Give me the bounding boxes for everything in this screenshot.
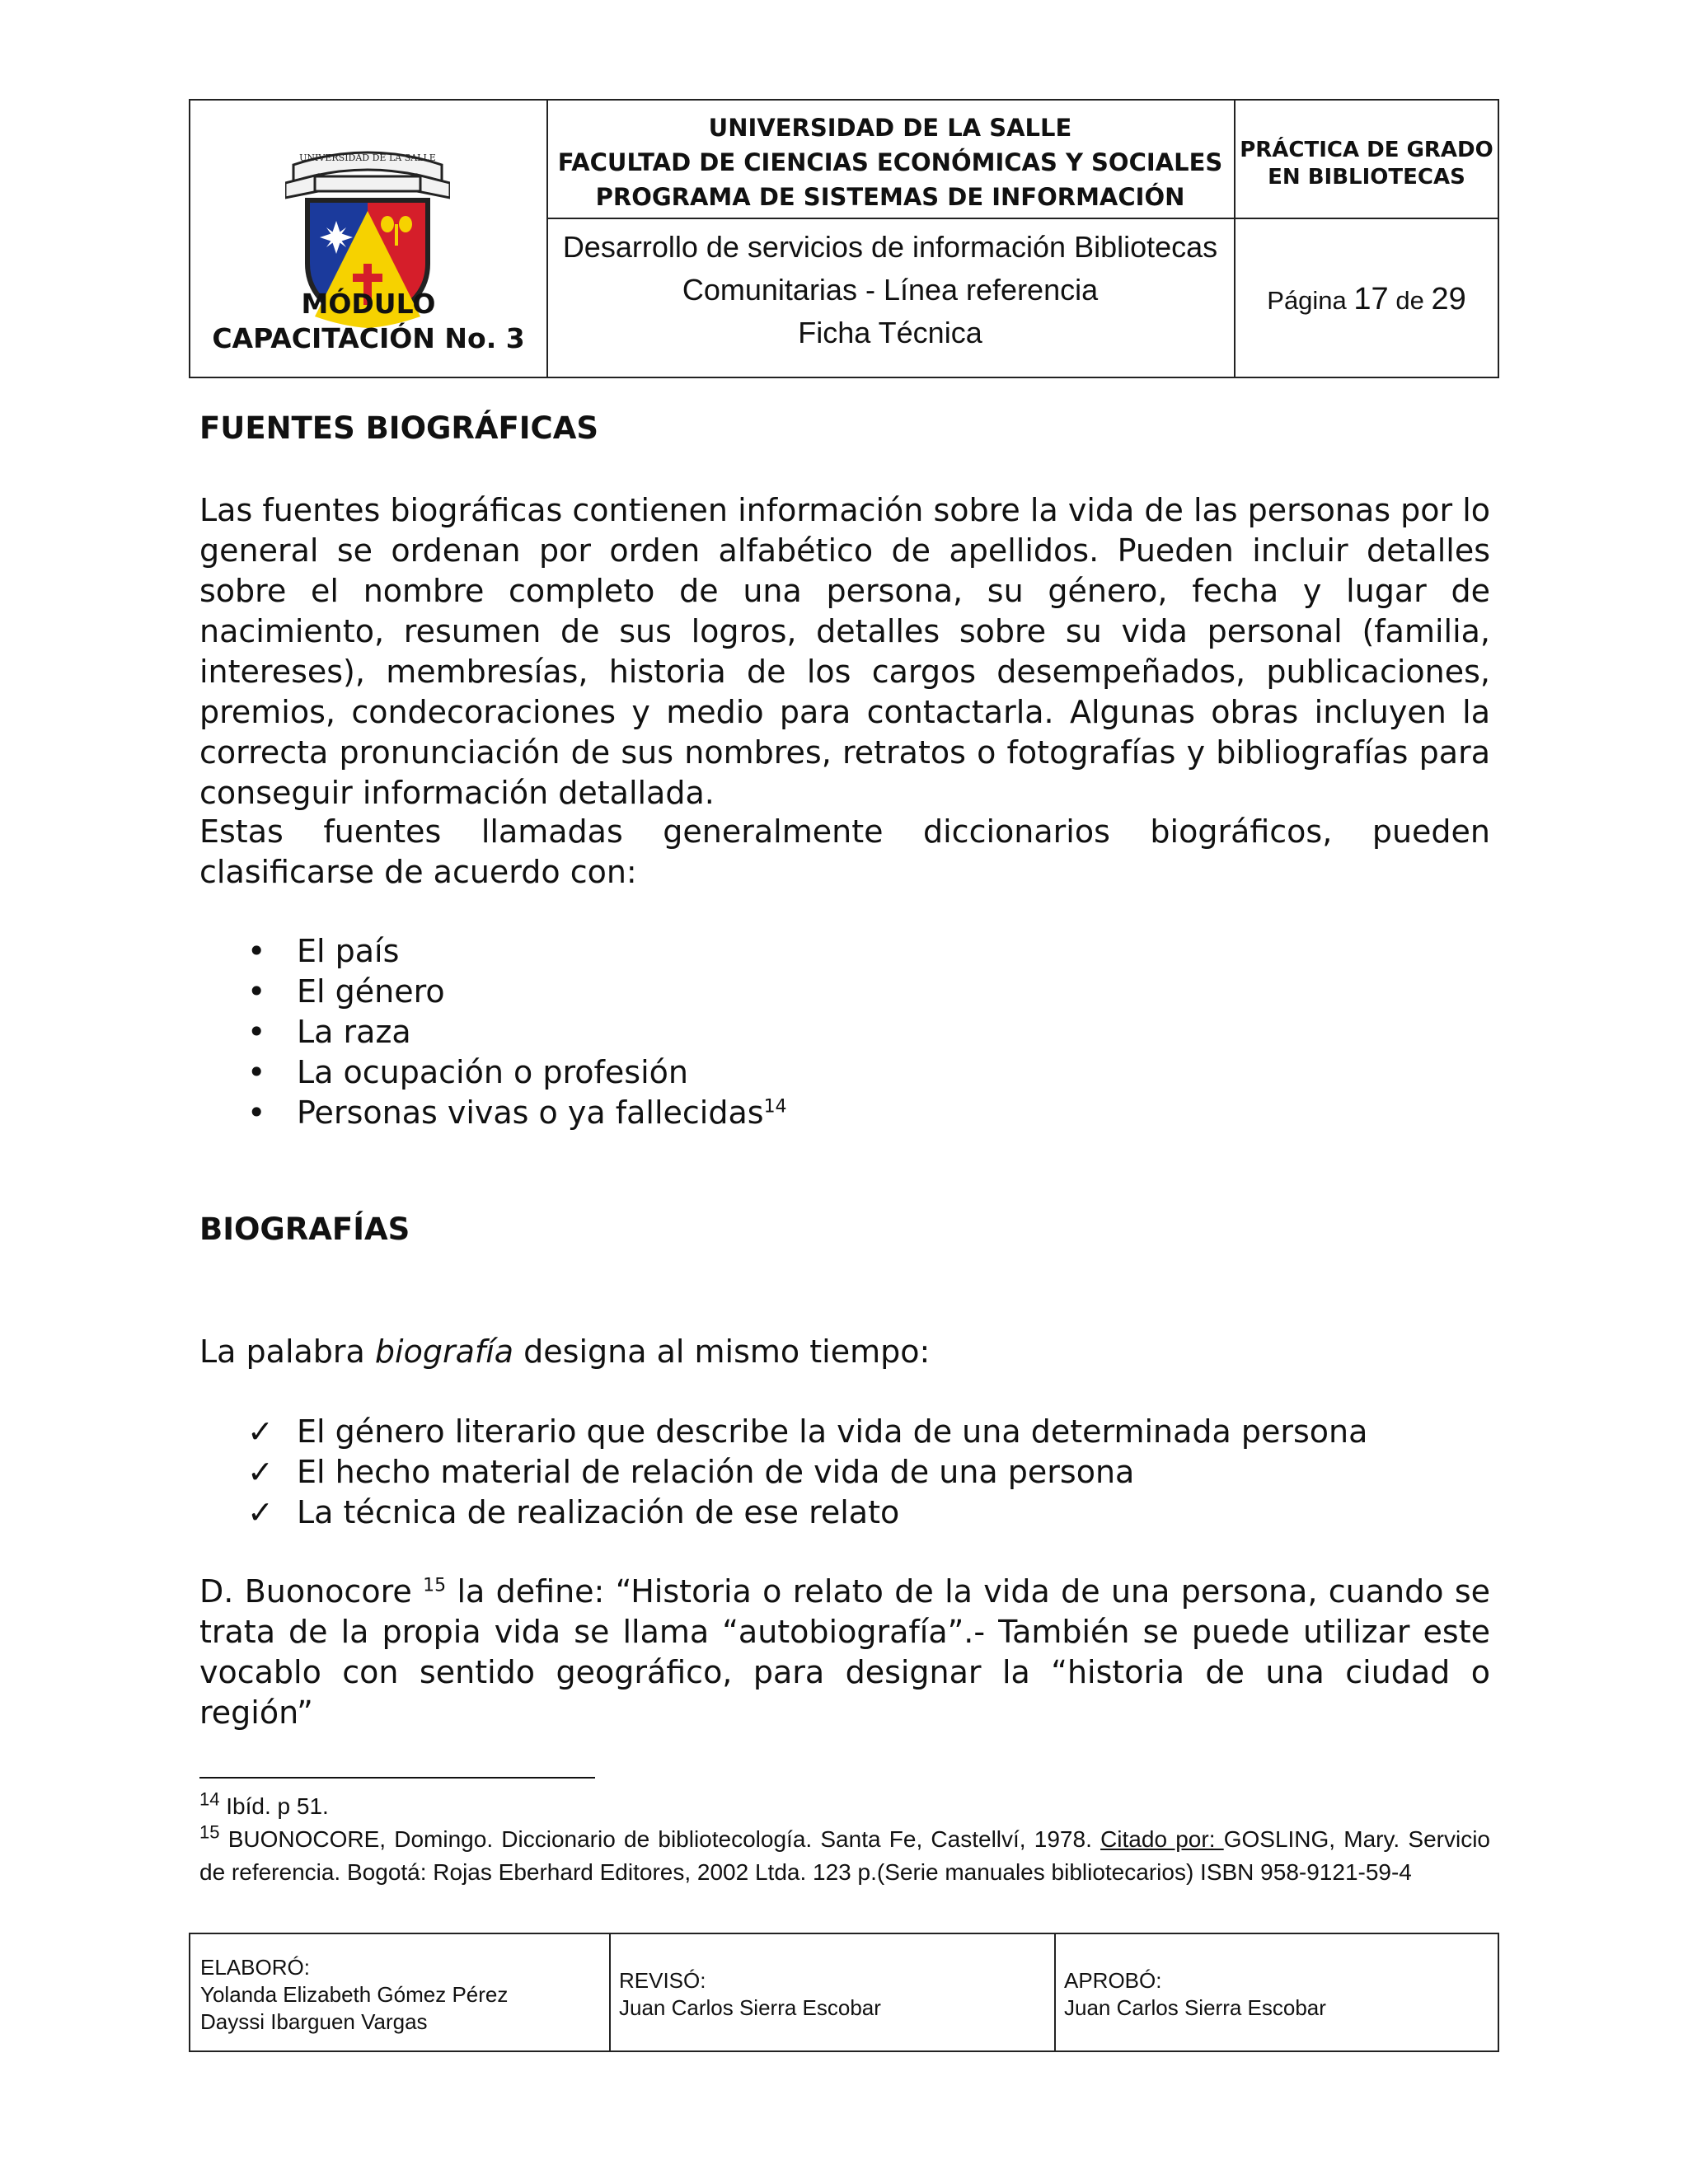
- reviso-label: REVISÓ:: [619, 1968, 706, 1993]
- emphasis-biografia: biografía: [374, 1333, 514, 1370]
- footnote-separator: [199, 1777, 595, 1779]
- page-label: Página: [1267, 286, 1347, 315]
- footnote-ref-14[interactable]: 14: [763, 1096, 787, 1118]
- list-item: • La raza: [247, 1012, 787, 1052]
- practice-line-2: EN BIBLIOTECAS: [1268, 165, 1465, 190]
- reviso-cell: [619, 1967, 881, 2022]
- cited-by-label: Citado por:: [1100, 1826, 1224, 1852]
- faculty-name: FACULTAD DE CIENCIAS ECONÓMICAS Y SOCIALES: [557, 148, 1223, 176]
- paragraph-text: Estas fuentes llamadas generalmente diccionarios biográficos, pueden clasificarse de acuerdo con:: [199, 813, 1490, 890]
- bullet-icon: •: [247, 933, 266, 969]
- elaboro-label: ELABORÓ:: [200, 1955, 310, 1980]
- paragraph-fuentes-intro: [199, 490, 1490, 813]
- footer-divider: [609, 1934, 611, 2050]
- elaboro-cell: [200, 1954, 508, 2036]
- page-current: 17: [1353, 282, 1389, 316]
- aprobo-cell: [1064, 1967, 1326, 2022]
- list-item: ✓ El género literario que describe la vida de una determinada persona: [247, 1412, 1367, 1452]
- module-line-2: CAPACITACIÓN No. 3: [212, 322, 525, 354]
- checkmark-icon: ✓: [247, 1454, 274, 1490]
- list-item: • La ocupación o profesión: [247, 1052, 787, 1093]
- header-divider: [546, 218, 1499, 219]
- footer-divider: [1054, 1934, 1056, 2050]
- paragraph-fuentes-classify: [199, 812, 1490, 893]
- module-title: [190, 287, 546, 356]
- page-of: de: [1395, 286, 1424, 315]
- bullet-icon: •: [247, 1054, 266, 1090]
- document-header: [189, 99, 1499, 378]
- logo-banner-text: UNIVERSIDAD DE LA SALLE: [299, 152, 436, 163]
- footnote-15: $^{15}$ BUONOCORE, Domingo. Diccionario de bibliotecología. Santa Fe, Castellví, 1978. Citado por: GOSLING, Mary. Servicio de referencia. Bogotá: Rojas Eberhard Editores, 2002 Ltda. 123 p.(Serie manuales bibliotecarios) ISBN 958-9121-59-4: [199, 1821, 1491, 1885]
- paragraph-text: Las fuentes biográficas contienen información sobre la vida de las personas por lo general se ordenan por orden alfabético de apellidos. Pueden incluir detalles sobre el nombre completo de una persona, su género, fecha y lugar de nacimiento, resumen de sus logros, detalles sobre su vida personal (familia, intereses), membresías, historia de los cargos desempeñados, publicaciones, premios, condecoraciones y medio para contactarla. Algunas obras incluyen la correcta pronunciación de sus nombres, retratos o fotografías y bibliografías para conseguir información detallada.: [199, 492, 1490, 811]
- description-line-3: Ficha Técnica: [798, 316, 982, 349]
- institution-block: [546, 110, 1234, 214]
- elaboro-name-2: Dayssi Ibarguen Vargas: [200, 2009, 428, 2034]
- bullet-icon: •: [247, 1014, 266, 1050]
- reviso-name: Juan Carlos Sierra Escobar: [619, 1995, 881, 2020]
- program-name: PROGRAMA DE SISTEMAS DE INFORMACIÓN: [595, 183, 1185, 211]
- section-title-biografias: BIOGRAFÍAS: [199, 1212, 410, 1247]
- list-item: ✓ La técnica de realización de ese relato: [247, 1493, 1367, 1533]
- list-item: • El país: [247, 931, 787, 972]
- paragraph-buonocore: D. Buonocore $^{15}$ la define: “Historia o relato de la vida de una persona, cuando se trata de la propia vida se llama “autobiografía”.- También se puede utilizar este vocablo con sentido geográfico, para designar la “historia de una ciudad o región”: [199, 1573, 1491, 1731]
- classification-list: [247, 931, 787, 1133]
- checkmark-icon: ✓: [247, 1494, 274, 1530]
- document-description: [546, 226, 1234, 354]
- checkmark-icon: ✓: [247, 1413, 274, 1450]
- aprobo-name: Juan Carlos Sierra Escobar: [1064, 1995, 1326, 2020]
- elaboro-name-1: Yolanda Elizabeth Gómez Pérez: [200, 1982, 509, 2007]
- description-line-1: Desarrollo de servicios de información Bibliotecas: [562, 230, 1218, 264]
- section-title-fuentes: FUENTES BIOGRÁFICAS: [199, 410, 598, 446]
- aprobo-label: APROBÓ:: [1064, 1968, 1162, 1993]
- list-item: • El género: [247, 972, 787, 1012]
- practice-line-1: PRÁCTICA DE GRADO: [1240, 138, 1493, 162]
- biografia-check-list: [247, 1412, 1367, 1533]
- bullet-icon: •: [247, 973, 266, 1010]
- bullet-icon: •: [247, 1094, 266, 1131]
- footnote-ref-15[interactable]: 15: [423, 1575, 447, 1596]
- approval-footer: [189, 1933, 1499, 2052]
- practice-label: [1234, 137, 1499, 191]
- university-name: UNIVERSIDAD DE LA SALLE: [708, 114, 1072, 142]
- page-total: 29: [1431, 282, 1466, 316]
- paragraph-biografia-intro: La palabra biografía designa al mismo tiempo:: [199, 1333, 931, 1370]
- footnote-14: $^{14}$ Ibíd. p 51.: [199, 1788, 329, 1819]
- module-line-1: MÓDULO: [301, 288, 436, 320]
- description-line-2: Comunitarias - Línea referencia: [682, 273, 1099, 307]
- list-item: ✓ El hecho material de relación de vida de una persona: [247, 1452, 1367, 1493]
- page-indicator: [1234, 282, 1499, 317]
- list-item: • Personas vivas o ya fallecidas$^{14}$: [247, 1093, 787, 1133]
